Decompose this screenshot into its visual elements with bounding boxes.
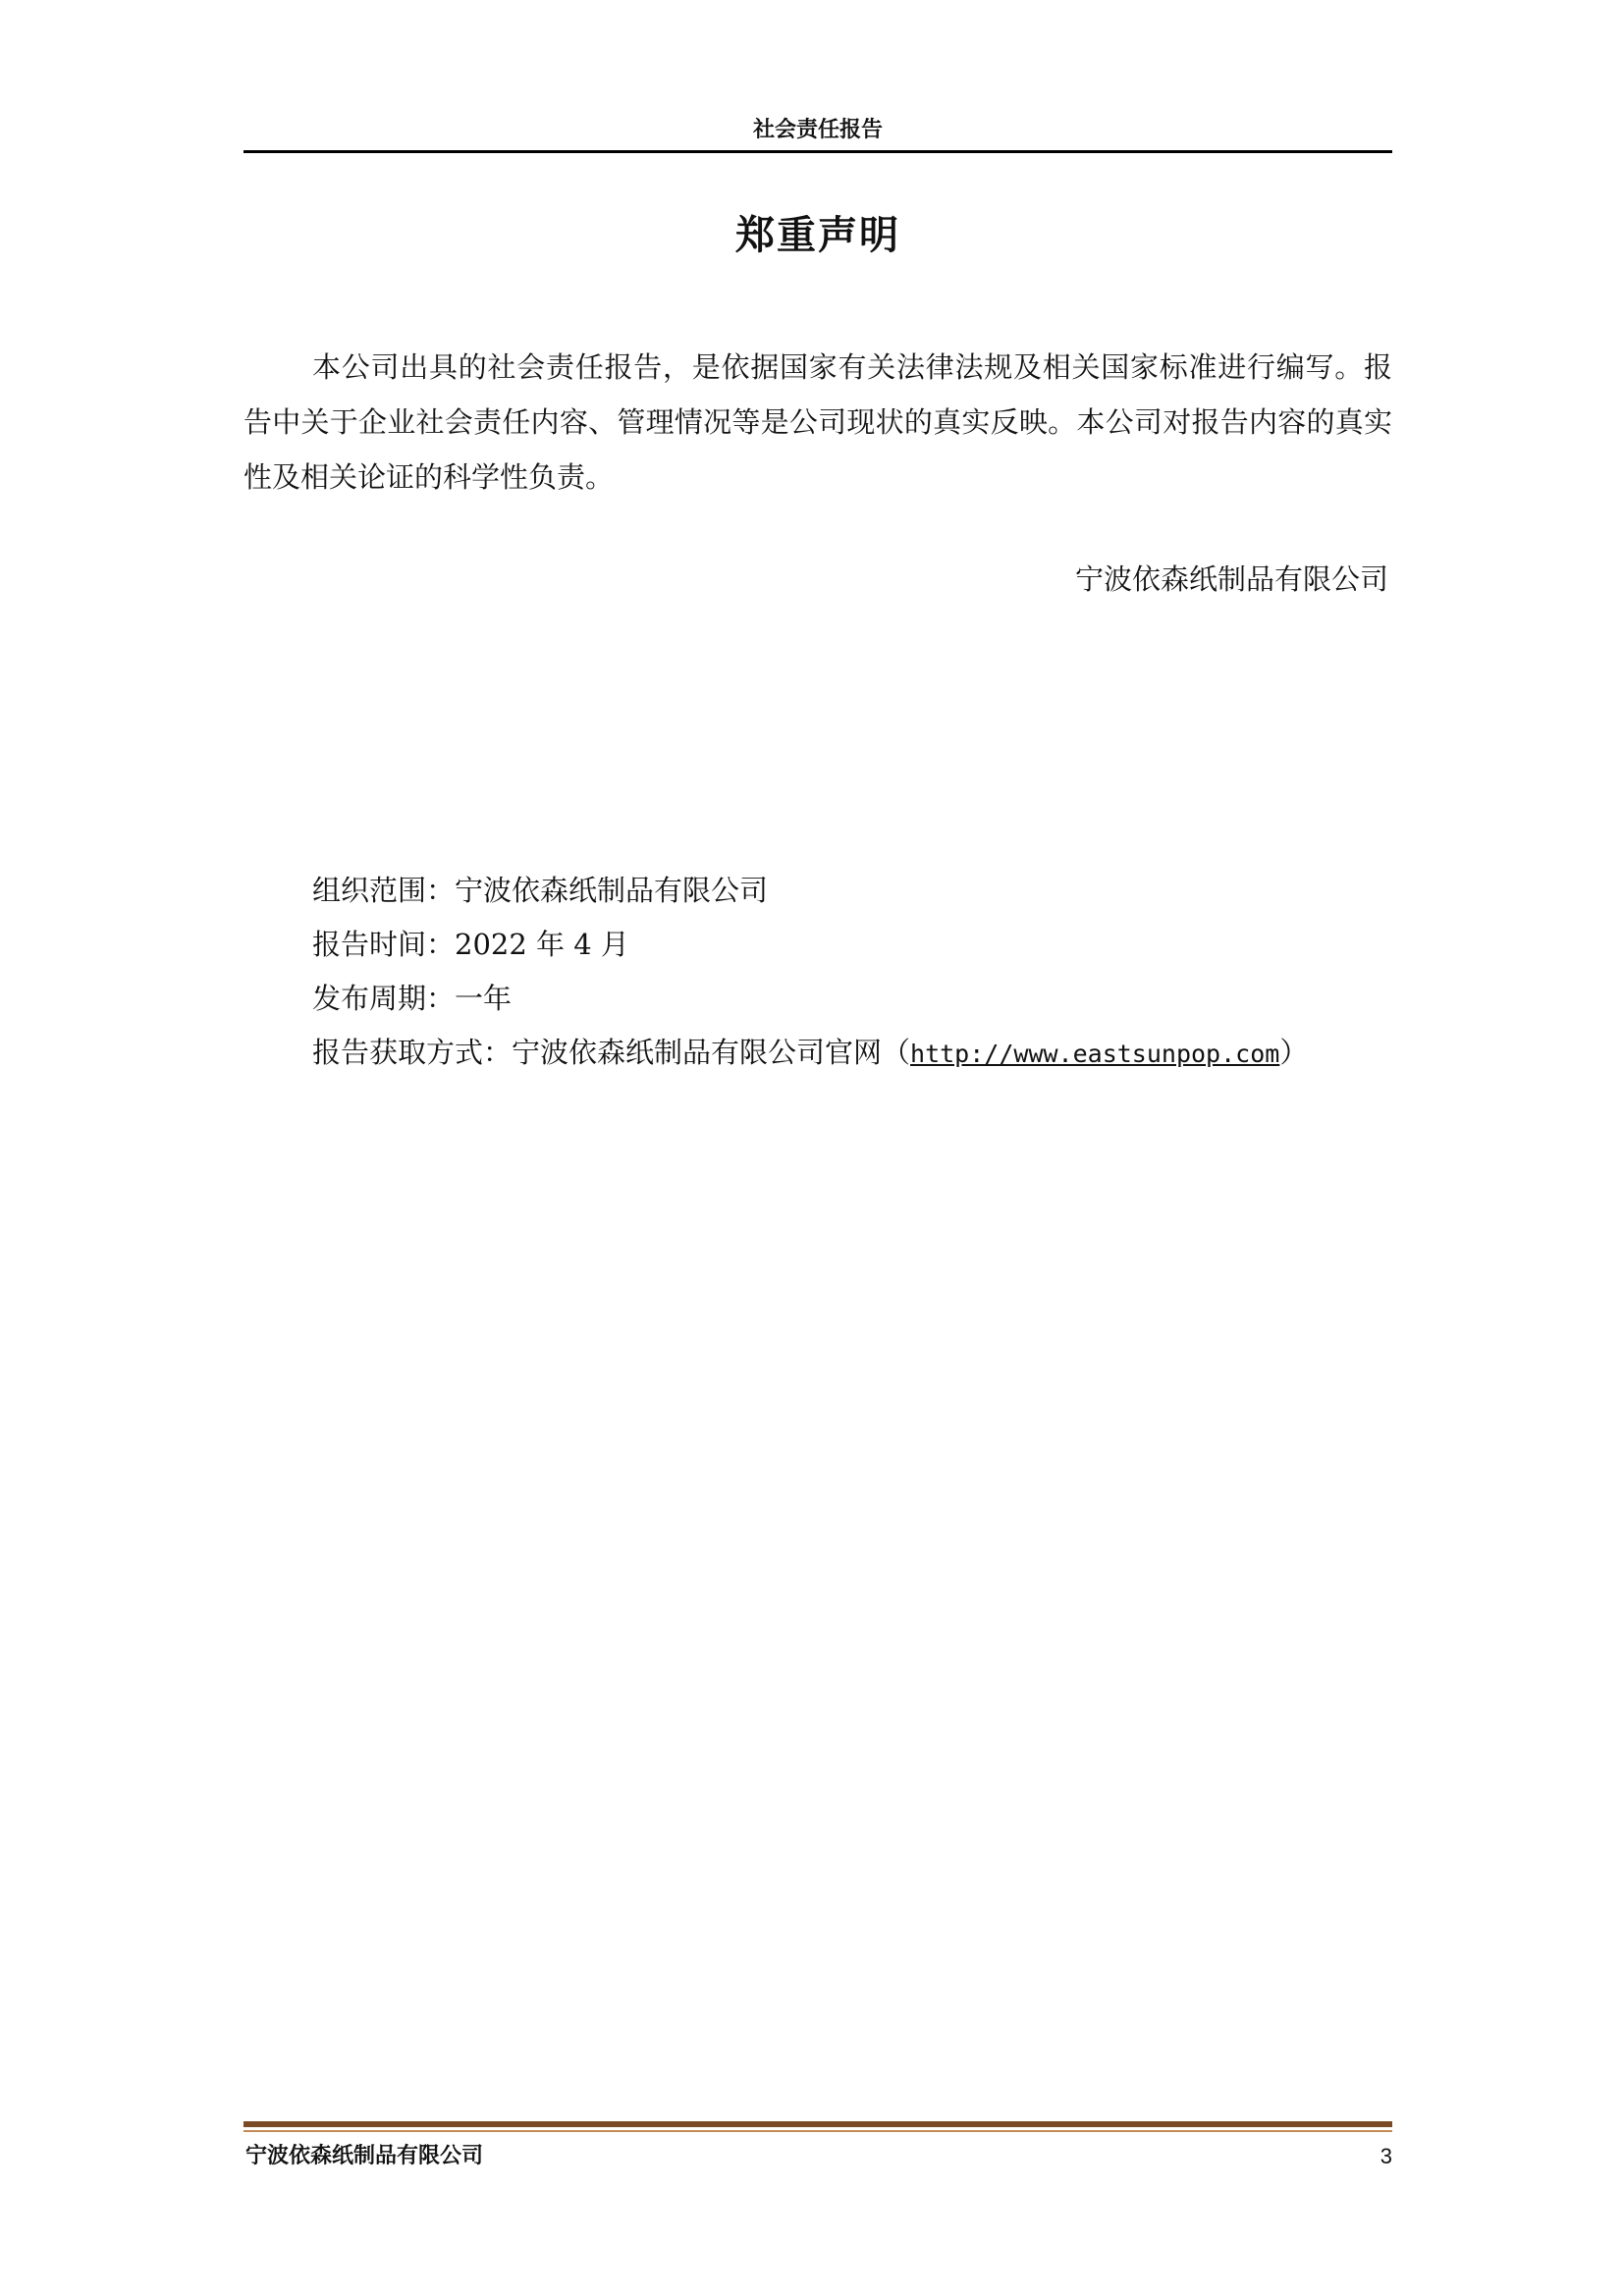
access-close: ） — [1279, 1036, 1309, 1069]
report-info-list — [312, 864, 1402, 1081]
info-row-cycle — [312, 972, 1402, 1026]
header-divider — [243, 150, 1392, 153]
scope-label: 组织范围： — [312, 874, 456, 907]
page-number: 3 — [1380, 2144, 1392, 2168]
info-row-time — [312, 918, 1402, 972]
footer-divider-accent — [243, 2130, 1392, 2132]
page-title: 郑重声明 — [735, 213, 900, 258]
footer-company-name: 宁波依森纸制品有限公司 — [245, 2144, 484, 2168]
time-label: 报告时间： — [312, 928, 456, 961]
statement-paragraph: 本公司出具的社会责任报告，是依据国家有关法律法规及相关国家标准进行编写。报告中关于企业社会责任内容、管理情况等是公司现状的真实反映。本公司对报告内容的真实性及相关论证的科学性负责。 — [243, 350, 1392, 494]
header-title: 社会责任报告 — [752, 118, 883, 142]
company-signature: 宁波依森纸制品有限公司 — [1074, 562, 1388, 596]
access-value: 宁波依森纸制品有限公司官网（ — [512, 1036, 911, 1069]
info-row-scope — [312, 864, 1402, 918]
time-value: 2022 年 4 月 — [455, 928, 629, 961]
footer-divider — [243, 2121, 1392, 2127]
website-link[interactable]: http://www.eastsunpop.com — [910, 1040, 1280, 1068]
cycle-value: 一年 — [455, 982, 513, 1015]
cycle-label: 发布周期： — [312, 982, 456, 1015]
info-row-access — [312, 1026, 1402, 1081]
access-label: 报告获取方式： — [312, 1036, 513, 1069]
scope-value: 宁波依森纸制品有限公司 — [455, 874, 769, 907]
